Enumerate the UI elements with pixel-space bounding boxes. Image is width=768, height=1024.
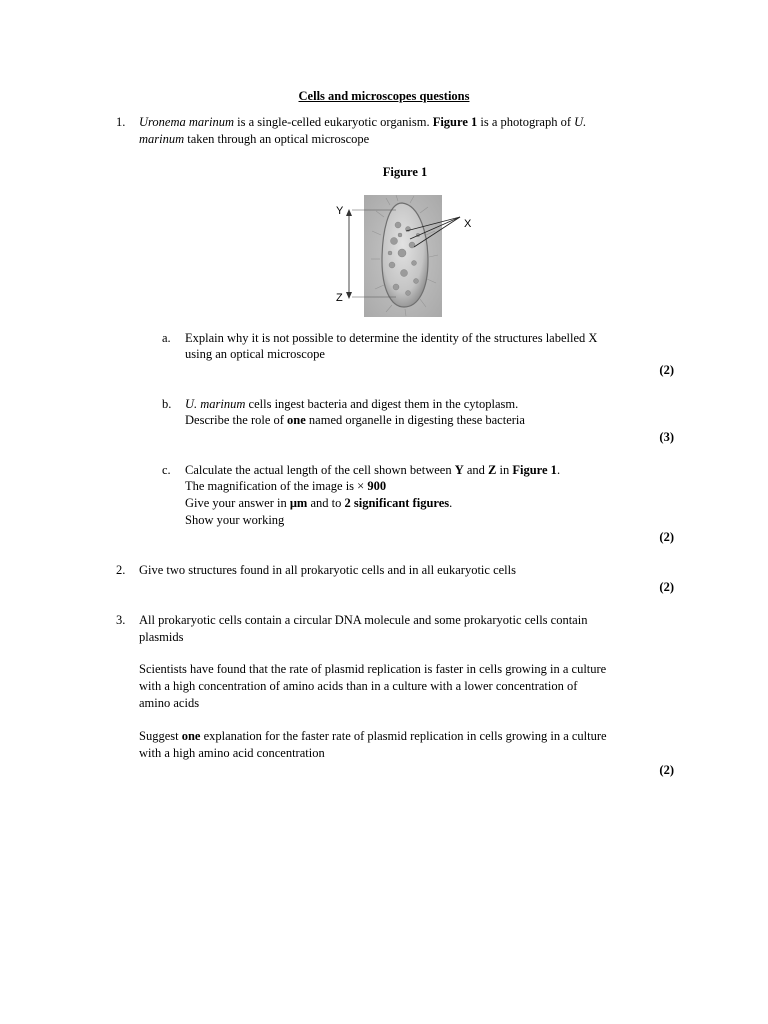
species-short: U. <box>574 115 587 129</box>
q3-text: explanation for the faster rate of plasmid replication in cells growing in a culture <box>200 729 607 743</box>
part-letter: c. <box>162 463 171 477</box>
q1c-text: . <box>449 496 453 510</box>
q1c-line2 <box>185 478 386 495</box>
figure-title: Figure 1 <box>382 165 428 179</box>
q1c-text: Give your answer in <box>185 496 290 510</box>
emphasis: one <box>287 413 306 427</box>
y-z-dimension-line <box>340 205 410 305</box>
species-short: U. marinum <box>185 397 246 411</box>
marks: (2) <box>659 763 674 777</box>
marks: (2) <box>659 363 674 377</box>
q1a-line1: Explain why it is not possible to determine the identity of the structures labelled X <box>185 331 598 345</box>
emphasis: one <box>181 729 201 743</box>
q1c-text: and <box>463 463 489 477</box>
q2-text: Give two structures found in all prokaryotic cells and in all eukaryotic cells <box>139 563 516 577</box>
q1-intro-text-end: is a photograph of <box>477 115 575 129</box>
species-short-b: marinum <box>139 132 185 146</box>
part-letter: b. <box>162 397 172 411</box>
q3-p3-line1 <box>139 728 607 745</box>
figure-ref: Figure 1 <box>432 115 478 129</box>
q1b-line2-text: Describe the role of <box>185 413 288 427</box>
figure-ref: Figure 1 <box>512 463 557 477</box>
emphasis: 2 significant figures <box>344 496 450 510</box>
q3-p1-line1: All prokaryotic cells contain a circular DNA molecule and some prokaryotic cells contain <box>139 613 588 627</box>
q1b-line1-text: cells ingest bacteria and digest them in the cytoplasm. <box>245 397 519 411</box>
q1c-line1 <box>185 462 560 479</box>
question-number: 3. <box>116 613 126 627</box>
emphasis: Z <box>488 463 497 477</box>
q3-p2-line2: with a high concentration of amino acids than in a culture with a lower concentration of <box>139 679 578 693</box>
label-z: Z <box>336 292 343 304</box>
q1b-line2-text-end: named organelle in digesting these bacteria <box>305 413 525 427</box>
q3-p2-line3: amino acids <box>139 696 200 710</box>
q1b-line1 <box>185 396 518 413</box>
part-letter: a. <box>162 331 171 345</box>
label-x: X <box>464 218 472 230</box>
emphasis: μm <box>289 496 308 510</box>
q1c-line3 <box>185 495 452 512</box>
q3-p2-line1: Scientists have found that the rate of plasmid replication is faster in cells growing in a culture <box>139 662 607 676</box>
question-number: 2. <box>116 563 126 577</box>
q1-intro-line2 <box>139 131 369 148</box>
emphasis: 900 <box>367 479 387 493</box>
q3-p1-line2: plasmids <box>139 630 184 644</box>
marks: (2) <box>659 530 674 544</box>
q3-text: Suggest <box>139 729 182 743</box>
q1c-text: in <box>496 463 513 477</box>
emphasis: Y <box>454 463 464 477</box>
q1-intro-line1 <box>139 114 586 131</box>
marks: (2) <box>659 580 674 594</box>
q1c-text: and to <box>307 496 345 510</box>
q1c-text: Calculate the actual length of the cell shown between <box>185 463 455 477</box>
q1-intro-text: is a single-celled eukaryotic organism. <box>234 115 433 129</box>
q1c-text: The magnification of the image is × <box>185 479 368 493</box>
page-title: Cells and microscopes questions <box>298 89 470 103</box>
marks: (3) <box>659 430 674 444</box>
label-y: Y <box>336 205 344 217</box>
q1-intro-tail: taken through an optical microscope <box>184 132 370 146</box>
question-number: 1. <box>116 115 126 129</box>
q3-p3-line2: with a high amino acid concentration <box>139 746 325 760</box>
species-name: Uronema marinum <box>139 115 235 129</box>
q1c-text: . <box>556 463 561 477</box>
q1a-line2: using an optical microscope <box>185 347 325 361</box>
q1b-line2 <box>185 412 525 429</box>
q1c-line4: Show your working <box>185 513 285 527</box>
